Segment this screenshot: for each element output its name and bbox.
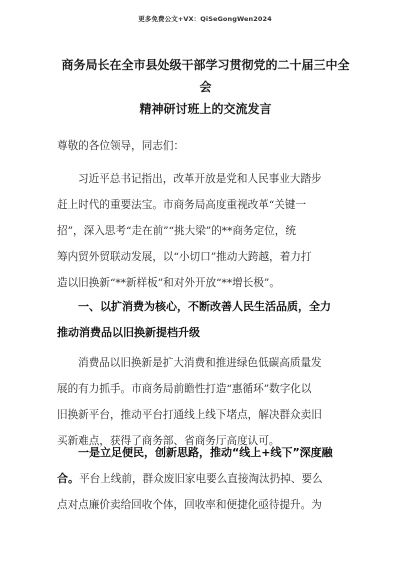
title-line-1: 商务局长在全市县处级干部学习贯彻党的二十届三中全会	[61, 58, 350, 94]
paragraph-2-line: 买新难点，获得了商务部、省商务厅高度认可。	[57, 435, 280, 447]
paragraph-3-line-2-text: 平台上线前，群众废旧家电要么直接淘汰扔掉、要么	[79, 473, 323, 485]
paragraph-3-bold-lead-end: 合。	[57, 472, 79, 485]
document-title	[57, 54, 354, 120]
header-watermark-text: 更多免费公文+VX：QiSeGongWen2024	[138, 15, 272, 23]
paragraph-3-line-3: 点对点廉价卖给回收个体，回收率和便捷化亟待提升。为	[57, 499, 322, 511]
heading-1-line-2: 推动消费品以旧换新提档升级	[57, 326, 200, 339]
section-heading-1	[57, 294, 354, 346]
paragraph-1-line: 筹内贸外贸联动发展，以“小切口”推动大跨越，着力打	[57, 251, 312, 263]
paragraph-3-line-2	[57, 466, 354, 492]
paragraph-3-bold-lead: 一是立足便民，创新思路，推动“线上+线下”深度融	[78, 446, 333, 459]
paragraph-3	[57, 440, 354, 518]
paragraph-1-line: 招”，深入思考“走在前”“挑大梁”的**商务定位，统	[57, 225, 296, 237]
paragraph-2-line: 旧换新平台，推动平台打通线上线下堵点，解决群众卖旧	[57, 409, 322, 421]
heading-1-line-1: 一、以扩消费为核心，不断改善人民生活品质，全力	[78, 300, 331, 313]
paragraph-2	[57, 350, 354, 454]
greeting: 尊敬的各位领导，同志们：	[57, 140, 185, 152]
paragraph-2-line: 展的有力抓手。市商务局前瞻性打造“惠循环”数字化以	[57, 383, 312, 395]
paragraph-1-line: 造以旧换新“**新样板”和对外开放“**增长极”。	[57, 277, 280, 289]
paragraph-1-line: 习近平总书记指出，改革开放是党和人民事业大踏步	[78, 173, 322, 185]
paragraph-1	[57, 166, 354, 296]
paragraph-1-line: 赶上时代的重要法宝。市商务局高度重视改革“关键一	[57, 199, 307, 211]
title-line-2: 精神研讨班上的交流发言	[139, 102, 272, 116]
paragraph-2-line: 消费品以旧换新是扩大消费和推进绿色低碳高质量发	[78, 357, 322, 369]
